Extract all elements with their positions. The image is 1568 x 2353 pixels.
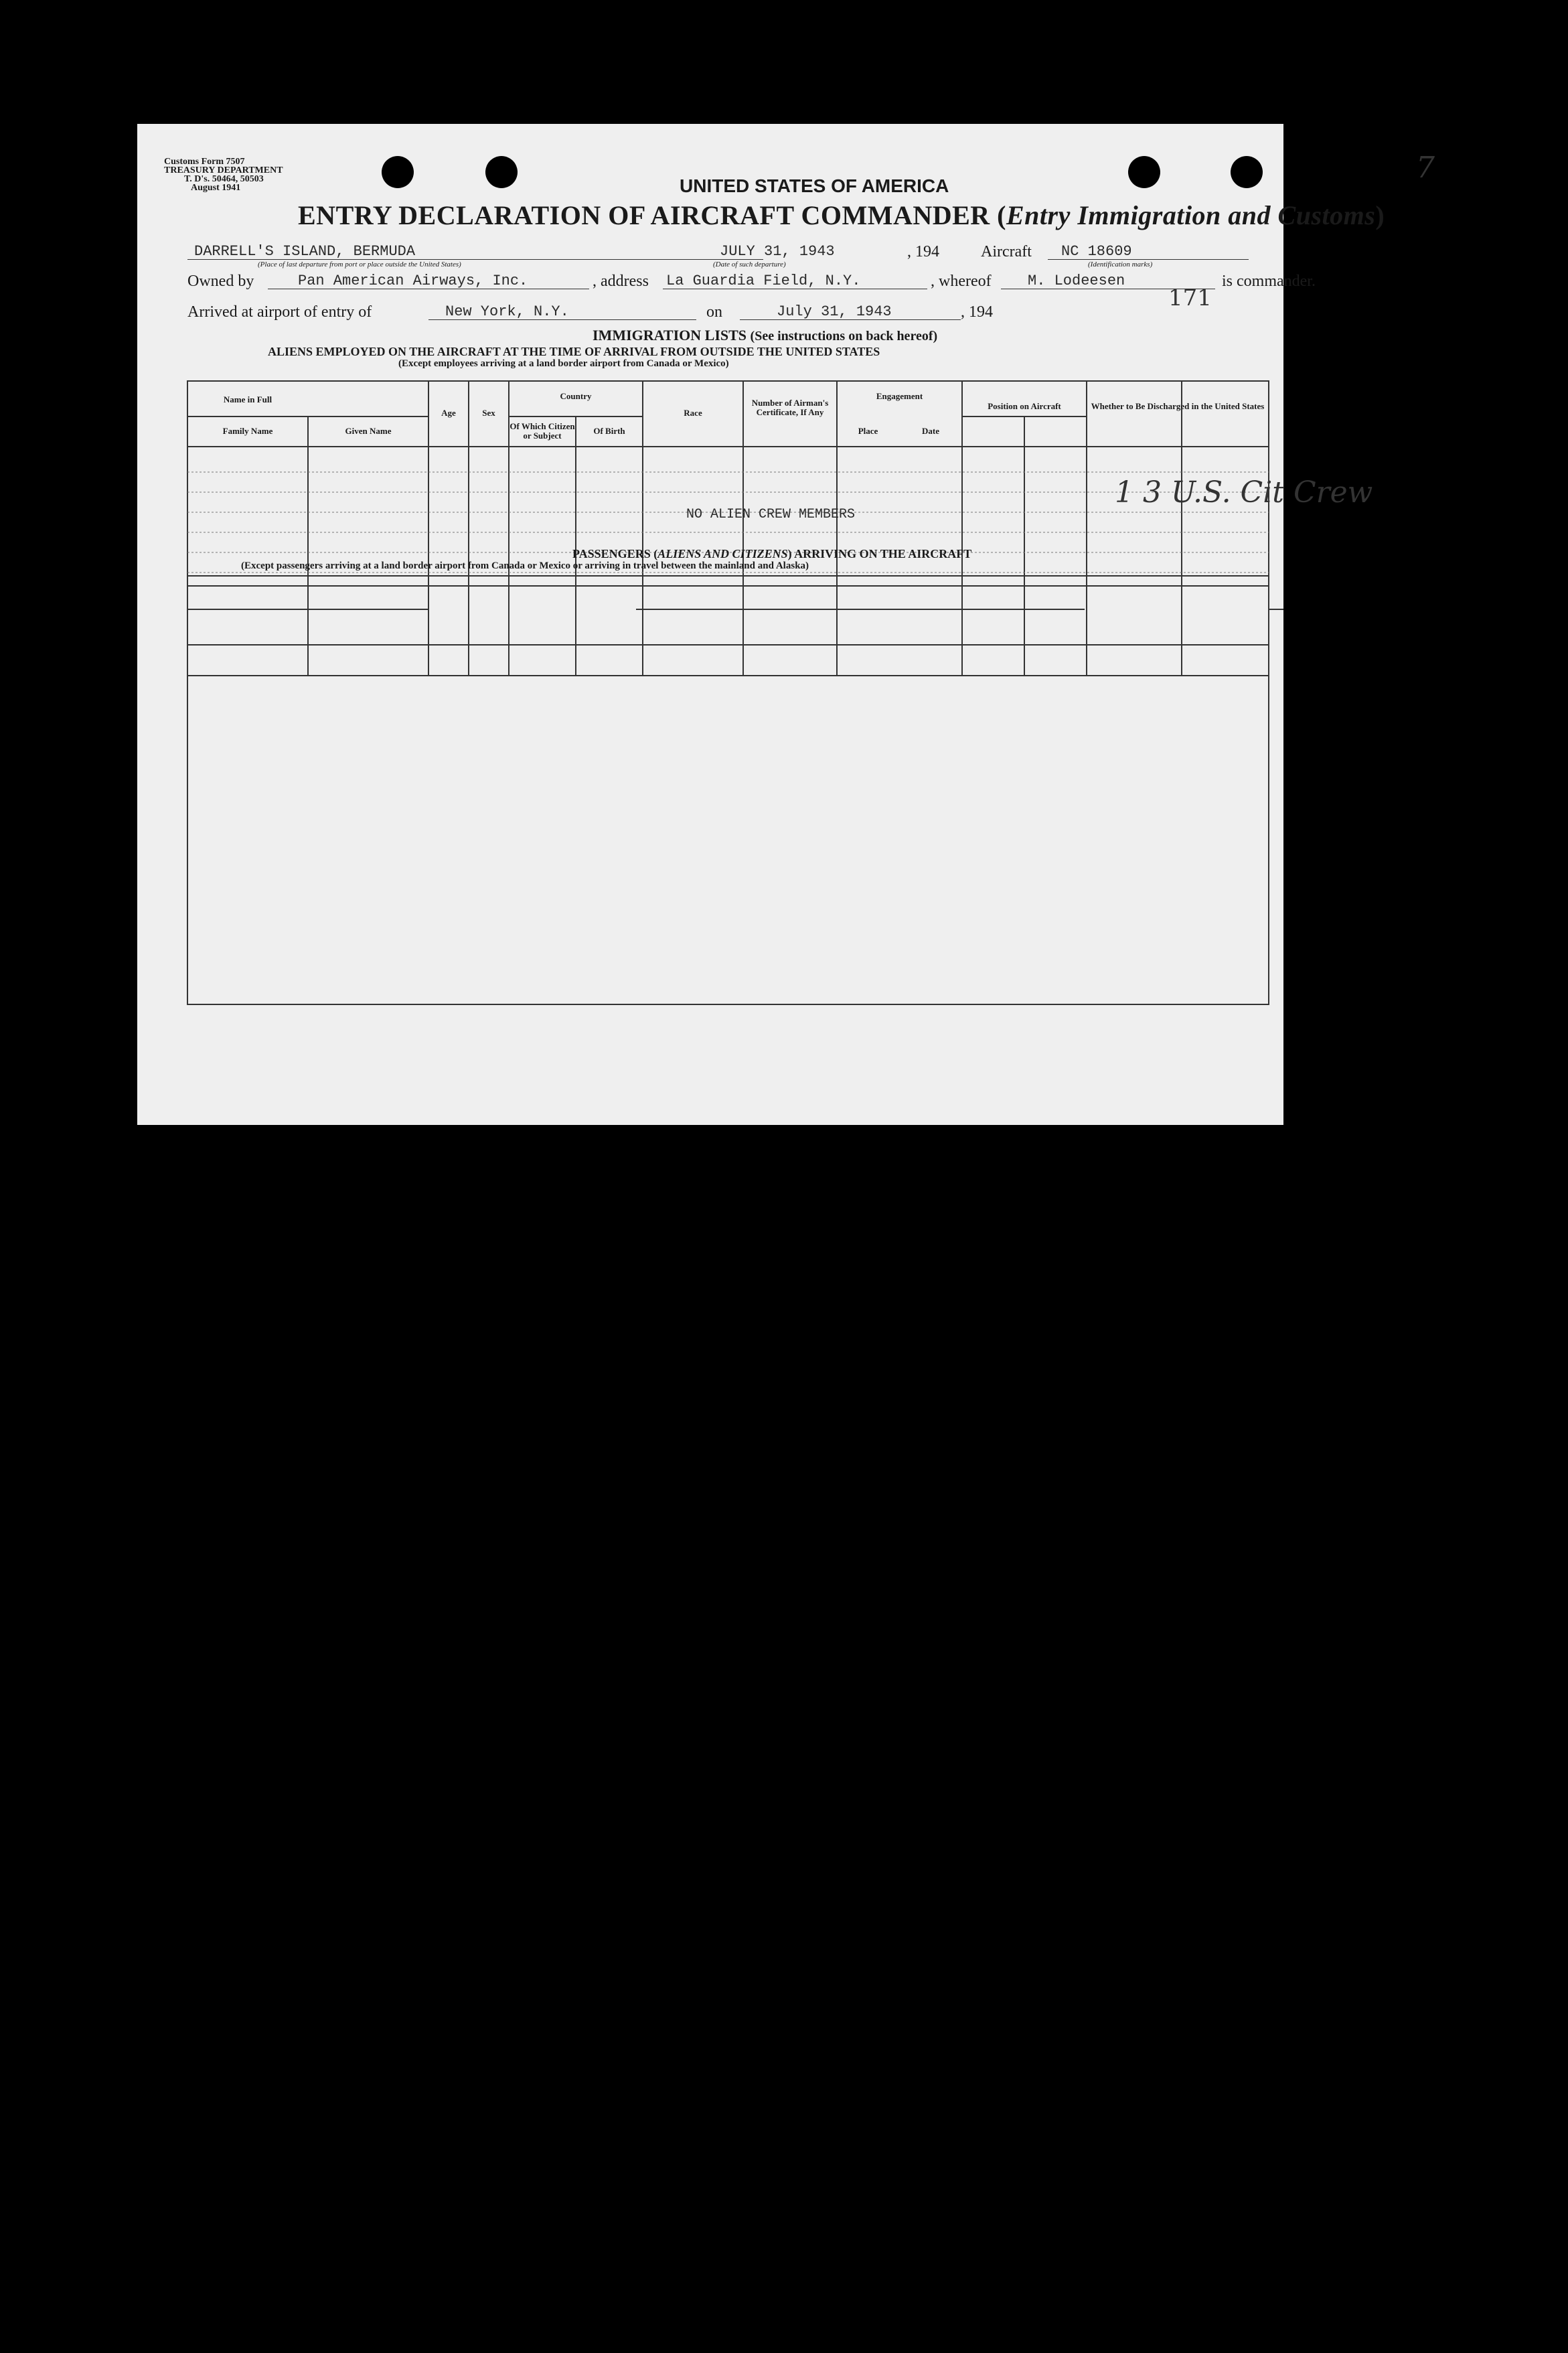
whereof-label: , whereof [931, 273, 992, 290]
is-commander-label: is commander. [1222, 273, 1316, 290]
passengers-heading: PASSENGERS (ALIENS AND CITIZENS) ARRIVING ON THE AIRCRAFT [572, 547, 972, 560]
address-label: , address [593, 273, 649, 290]
corner-mark-number: 7 [1416, 151, 1435, 185]
passenger-table-ruling [137, 546, 1283, 1125]
col-engagement: Engagement [876, 391, 923, 401]
crew-handwritten-note: 1 3 U.S. Cit Crew [1115, 475, 1373, 510]
col-sex: Sex [482, 408, 495, 418]
form-title: ENTRY DECLARATION OF AIRCRAFT COMMANDER (Entry Immigration and Customs) [298, 200, 1385, 230]
arrival-year-suffix: , 194 [961, 303, 993, 321]
aliens-subheading: (Except employees arriving at a land border airport from Canada or Mexico) [398, 358, 729, 369]
departure-caption: (Place of last departure from port or place outside the United States) [258, 260, 461, 269]
no-alien-crew-note: NO ALIEN CREW MEMBERS [686, 507, 856, 522]
aircraft-caption: (Identification marks) [1088, 260, 1153, 269]
col-discharge: Whether to Be Discharged in the United States [1091, 401, 1265, 411]
col-country: Country [560, 391, 592, 401]
col-given: Given Name [345, 426, 392, 436]
col-cert: Number of Airman's Certificate, If Any [751, 398, 829, 417]
immigration-lists-heading: IMMIGRATION LISTS (See instructions on back hereof) [593, 327, 938, 344]
col-age: Age [441, 408, 456, 418]
year-suffix: , 194 [907, 243, 939, 260]
form-number: Customs Form 7507 [164, 157, 245, 167]
departure-date: JULY 31, 1943 [720, 243, 835, 260]
col-citizen: Of Which Citizen or Subject [509, 421, 575, 441]
departure-place: DARRELL'S ISLAND, BERMUDA [194, 243, 416, 260]
col-race: Race [684, 408, 702, 418]
address: La Guardia Field, N.Y. [666, 273, 861, 289]
on-label: on [706, 303, 722, 321]
department: TREASURY DEPARTMENT [164, 165, 283, 175]
col-eng-place: Place [858, 426, 878, 436]
arrived-label: Arrived at airport of entry of [187, 303, 372, 321]
country-heading: UNITED STATES OF AMERICA [680, 175, 949, 196]
col-position: Position on Aircraft [988, 401, 1061, 411]
passengers-section-1 [137, 546, 1283, 1125]
owner: Pan American Airways, Inc. [298, 273, 528, 289]
col-eng-date: Date [922, 426, 939, 436]
arrival-date: July 31, 1943 [777, 303, 892, 320]
sheet-number: 171 [1168, 285, 1212, 311]
passengers-subheading: (Except passengers arriving at a land border airport from Canada or Mexico or arriving in travel between the mainland and Alaska) [241, 560, 809, 571]
owned-by-label: Owned by [187, 273, 254, 290]
commander: M. Lodeesen [1028, 273, 1125, 289]
form-date: August 1941 [191, 183, 241, 193]
col-family: Family Name [222, 426, 273, 436]
aliens-heading: ALIENS EMPLOYED ON THE AIRCRAFT AT THE TIME OF ARRIVAL FROM OUTSIDE THE UNITED STATES [268, 345, 880, 358]
arrival-port: New York, N.Y. [445, 303, 569, 320]
col-name-in-full: Name in Full [223, 394, 272, 404]
td-references: T. D's. 50464, 50503 [184, 174, 264, 184]
aircraft-label: Aircraft [981, 243, 1032, 260]
aircraft-id: NC 18609 [1061, 243, 1132, 260]
date-caption: (Date of such departure) [713, 260, 786, 269]
col-birth: Of Birth [593, 426, 625, 436]
